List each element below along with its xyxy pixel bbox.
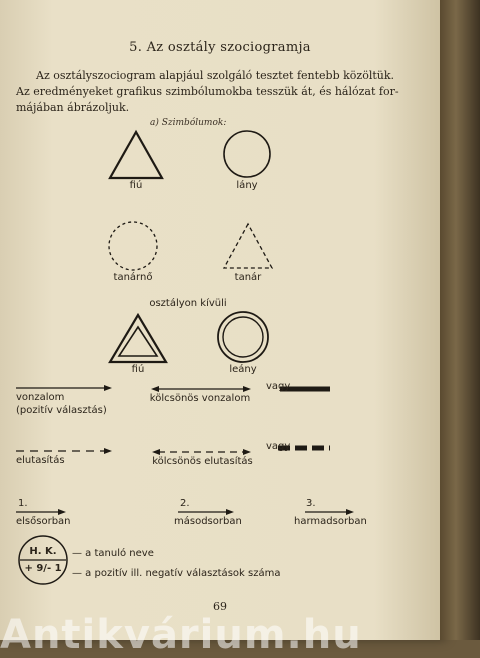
legend-score: + 9/- 1 <box>24 563 62 574</box>
paragraph-line: Az osztályszociogram alapjául szolgáló tesztet fentebb közöltük. <box>36 69 395 82</box>
paragraph-line: májában ábrázoljuk. <box>16 101 130 114</box>
page-number: 69 <box>213 600 227 613</box>
watermark-text: Antikvárium.hu <box>0 612 362 658</box>
first-number: 1. <box>18 498 28 509</box>
mutual-rejection-label: kölcsönös elutasítás <box>152 456 253 467</box>
outside-class-label: osztályon kívüli <box>149 298 227 309</box>
legend-count-note: — a pozitív ill. negatív választások száma <box>72 568 281 579</box>
mutual-choice-label: kölcsönös vonzalom <box>149 393 251 404</box>
legend-name-note: — a tanuló neve <box>72 548 154 559</box>
male-teacher-label: tanár <box>234 272 262 283</box>
female-teacher-dashed-circle-symbol <box>109 222 157 270</box>
symbols-subheading: a) Szimbólumok: <box>150 118 227 128</box>
girl-circle-symbol <box>224 131 270 177</box>
outside-boy-label: fiú <box>131 364 145 375</box>
or-label: vagy <box>266 441 291 452</box>
outside-girl-double-circle-symbol <box>218 312 268 362</box>
outside-girl-label: leány <box>229 364 257 375</box>
second-number: 2. <box>180 498 190 509</box>
female-teacher-label: tanárnő <box>113 272 153 283</box>
boy-triangle-symbol <box>110 132 162 178</box>
third-number: 3. <box>306 498 316 509</box>
section-heading: 5. Az osztály szociogramja <box>129 40 311 55</box>
legend-initials: H. K. <box>29 546 57 557</box>
or-label: vagy <box>266 381 291 392</box>
male-teacher-dashed-triangle-symbol <box>224 224 272 268</box>
second-label: másodsorban <box>174 516 242 527</box>
girl-label: lány <box>236 180 258 191</box>
choice-label: vonzalom <box>16 392 65 403</box>
paragraph-line: Az eredményeket grafikus szimbólumokba tesszük át, és hálózat for- <box>16 85 399 98</box>
outside-boy-double-triangle-symbol <box>110 315 166 362</box>
boy-label: fiú <box>129 180 143 191</box>
choice-sublabel: (pozitív választás) <box>16 405 107 416</box>
third-label: harmadsorban <box>294 516 367 527</box>
first-label: elsősorban <box>16 516 71 527</box>
rejection-label: elutasítás <box>16 455 65 466</box>
